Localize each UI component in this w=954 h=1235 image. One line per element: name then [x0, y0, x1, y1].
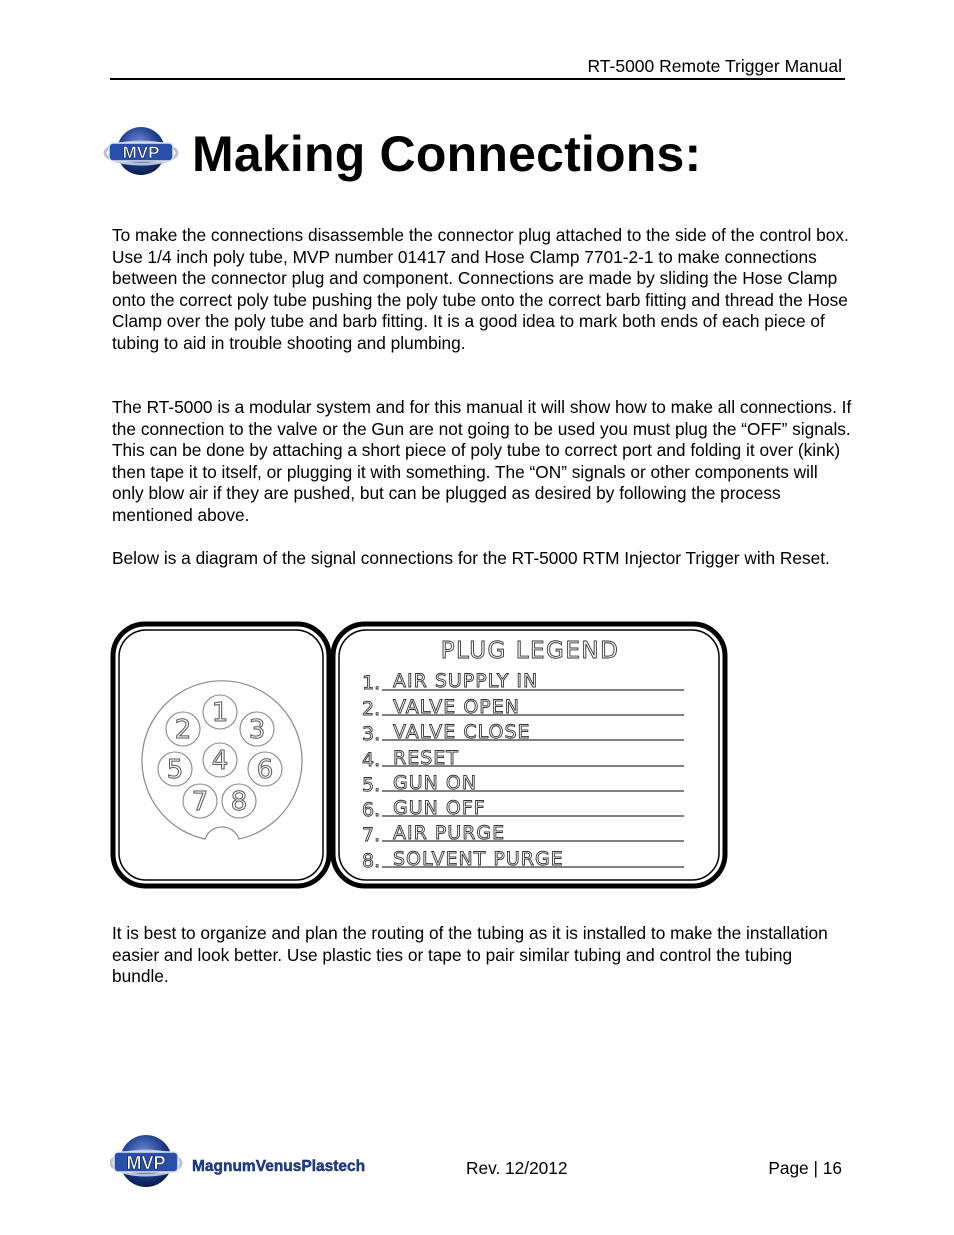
company-logo-icon	[110, 1130, 400, 1192]
legend-item-label: AIR PURGE	[393, 822, 506, 844]
legend-item-number: 7.	[362, 824, 381, 846]
legend-item-label: SOLVENT PURGE	[393, 848, 564, 870]
paragraph-diagram-intro: Below is a diagram of the signal connections for the RT-5000 RTM Injector Trigger with Reset.	[112, 548, 830, 568]
plug-pin-1: 1	[211, 698, 229, 728]
legend-item-number: 4.	[362, 749, 381, 771]
paragraph-connections: To make the connections disassemble the connector plug attached to the side of the control box. Use 1/4 inch poly tube, MVP number 01417 and Hose Clamp 7701-2-1 to make connections between the connector plug and component. Connections are made by sliding the Hose Clamp onto the correct poly tube pushing the poly tube onto the correct barb fitting and thread the Hose Clamp over the poly tube and barb fitting. It is a good idea to mark both ends of each piece of tubing to aid in trouble shooting and plumbing.	[112, 225, 849, 353]
legend-item	[362, 822, 684, 846]
paragraph-modular-system: The RT-5000 is a modular system and for this manual it will show how to make all connections. If the connection to the valve or the Gun are not going to be used you must plug the “OFF” signals. This can be done by attaching a short piece of poly tube to correct port and folding it over (kink) then tape it to itself, or plugging it with something. The “ON” signals or other components will only blow air if they are pushed, but can be plugged as desired by following the process mentioned above.	[112, 397, 852, 525]
legend-item-number: 3.	[362, 723, 381, 745]
plug-pin-8: 8	[230, 787, 248, 817]
legend-item-label: VALVE OPEN	[393, 696, 520, 718]
company-name: MagnumVenusPlastech	[192, 1158, 366, 1175]
plug-pin-4: 4	[211, 746, 229, 776]
legend-item-label: RESET	[393, 747, 459, 769]
legend-item	[362, 848, 684, 872]
plug-diagram	[110, 620, 730, 892]
legend-item-label: GUN OFF	[393, 797, 486, 819]
header-manual-title: RT-5000 Remote Trigger Manual	[587, 56, 842, 76]
plug-face	[142, 681, 302, 839]
footer-page-number: Page | 16	[768, 1158, 842, 1178]
legend-item-number: 2.	[362, 698, 381, 720]
plug-pin-2: 2	[174, 715, 192, 745]
company-logo-mvp: MVP	[126, 1153, 166, 1173]
mvp-logo-icon	[103, 123, 179, 179]
legend-item	[362, 772, 684, 796]
legend-item	[362, 747, 684, 771]
legend-item-number: 8.	[362, 850, 381, 872]
mvp-logo-text: MVP	[122, 143, 160, 162]
legend-item	[362, 696, 684, 720]
legend-list	[362, 670, 684, 872]
legend-item-number: 6.	[362, 799, 381, 821]
legend-item-number: 1.	[362, 672, 381, 694]
legend-item-label: AIR SUPPLY IN	[393, 670, 539, 692]
footer-revision: Rev. 12/2012	[466, 1158, 568, 1178]
legend-item-number: 5.	[362, 774, 381, 796]
plug-pin-7: 7	[191, 787, 209, 817]
plug-pin-6: 6	[256, 755, 274, 785]
plug-pin-3: 3	[248, 715, 266, 745]
page-title: Making Connections:	[192, 126, 702, 182]
legend-item	[362, 670, 684, 694]
header-rule	[110, 78, 845, 80]
legend-item	[362, 797, 684, 821]
legend-item-label: GUN ON	[393, 772, 478, 794]
legend-item-label: VALVE CLOSE	[393, 721, 531, 743]
paragraph-tubing-routing: It is best to organize and plan the routing of the tubing as it is installed to make the installation easier and look better. Use plastic ties or tape to pair similar tubing and control the tubing bundle.	[112, 923, 828, 987]
legend-item	[362, 721, 684, 745]
plug-pin-5: 5	[166, 755, 184, 785]
legend-title: PLUG LEGEND	[440, 638, 620, 664]
